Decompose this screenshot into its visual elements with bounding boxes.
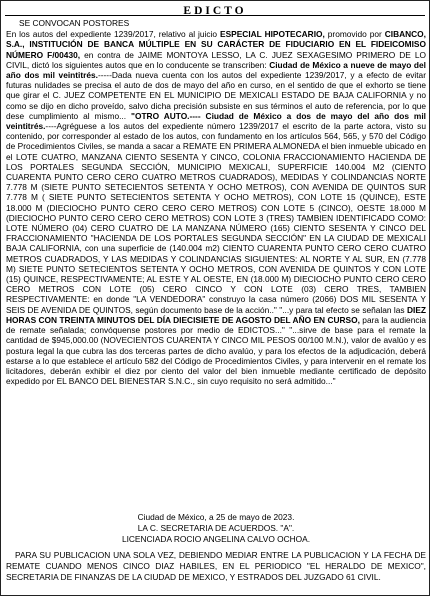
edict-body	[6, 18, 426, 386]
text-run: -----Dada nueva cuenta con los autos del expediente 1239/2017, y a efecto de evitar futuras nulidades se precisa el auto de dos de mayo del año en curso, en el sentido de que el exhorto se tiene que girar el C. JUEZ COMPETENTE EN EL MUNICIPIO DE MEXICALI ESTADO DE BAJA CALIFORNIA y no como se dijo en dicho proveído, salvo dicha precisión subsiste en sus términos el auto de referencia, por lo que dese cumplimiento al mismo...	[6, 70, 426, 121]
signature-name: LICENCIADA ROCIO ANGELINA CALVO OCHOA.	[121, 534, 311, 544]
publication-instructions: PARA SU PUBLICACION UNA SOLA VEZ, DEBIENDO MEDIAR ENTRE LA PUBLICACION Y LA FECHA DE REMATE CUANDO MENOS CINCO DIAZ HABILES, EN EL PERIODICO "EL HERALDO DE MEXICO", SECRETARIA DE FINANZAS DE LA CIUDAD DE MEXICO, Y ESTRADOS DEL JUZGADO 61 CIVIL.	[6, 550, 426, 582]
publication-footer	[6, 550, 426, 583]
bold-run: ESPECIAL HIPOTECARIO,	[220, 29, 325, 40]
bold-run: Ciudad de México a nueve de mayo del año dos mil veintitrés.	[6, 59, 426, 81]
edict-title: EDICTO	[183, 5, 247, 17]
main-paragraph	[6, 29, 426, 386]
bold-run: CIBANCO, S.A., INSTITUCIÓN DE BANCA MÚLTIPLE EN SU CARÁCTER DE FIDUCIARIO EN EL FIDEICOMISO NÚMERO F/00430,	[6, 29, 426, 60]
signature-date: Ciudad de México, a 25 de mayo de 2023.	[137, 512, 295, 522]
bold-run: "OTRO AUTO.---- Ciudad de México a dos de mayo del año dos mil veintitrés.	[6, 110, 426, 132]
signature-role: LA C. SECRETARIA DE ACUERDOS. "A".	[137, 523, 295, 533]
bold-run: DIEZ HORAS CON TREINTA MINUTOS DEL DÍA DIECISIETE DE AGOSTO DEL AÑO EN CURSO,	[6, 304, 426, 325]
title-bar	[5, 1, 425, 16]
call-for-bidders-heading: SE CONVOCAN POSTORES	[19, 18, 130, 28]
text-run: En los autos del expediente 1239/2017, relativo al juicio	[6, 29, 221, 40]
text-run: para la audiencia de remate señalada; convóquense postores por medio de EDICTOS..." "...sirve de base para el remate la cantidad de $945,000.00 (NOVECIENTOS CUARENTA Y CINCO MIL PESOS 00/100 M.N.), valor de avalúo y es postura legal la que cubra las dos terceras partes de dicho avalúo, y para los efectos de la adjudicación, deberá estarse a lo que establece el artículo 582 del Código de Procedimientos Civiles, y para intervenir en el remate los licitadores, deberán exhibir el diez por ciento del valor del bien inmueble mediante certificado de depósito expedido por EL BANCO DEL BIENESTAR S.N.C., sin cuyo requisito no será admitido..."	[6, 314, 426, 387]
text-run: ----Agréguese a los autos del expediente número 1239/2017 el escrito de la parte actora, visto su contenido, por corresponder al estado de los autos, con fundamento en los artículos 564, 565, y 570 del Código de Procedimientos Civiles, se manda a sacar a REMATE EN PRIMERA ALMONEDA el bien inmueble ubicado en el LOTE CUATRO, MANZANA CIENTO SESENTA Y CINCO, COLONIA FRACCIONAMIENTO HACIENDA DE LOS PORTALES SEGUNDA SECCIÓN, MUNICIPIO MEXICALI, SUPERFICIE 140.004 M2 (CIENTO CUARENTA PUNTO CERO CERO CUATRO METROS CUADRADOS), MEDIDAS Y COLINDANCIAS NORTE 7.778 M (SIETE PUNTO SETECIENTOS SETENTA Y OCHO METROS), CON AVENIDA DE QUINTOS SUR 7.778 M ( SIETE PUNTO SETECIENTOS SETENTA Y OCHO METROS), CON LOTE 15 (QUINCE), ESTE 18.000 M (DIECIOCHO PUNTO CERO CERO CERO METROS) CON LOTE 5 (CINCO), OESTE 18.000 M (DIECIOCHO PUNTO CERO CERO CERO METROS) CON LOTE 3 (TRES) TAMBIEN IDENTIFICADO COMO: LOTE NÚMERO (04) CERO CUATRO DE LA MANZANA NÚMERO (165) CIENTO SESENTA Y CINCO DEL FRACCIONAMIENTO "HACIENDA DE LOS PORTALES SEGUNDA SECCIÓN" EN LA CIUDAD DE MEXICALI BAJA CALIFORNIA, con una superficie de (140.004 m2) CIENTO CUARENTA PUNTO CERO CERO CUATRO METROS CUADRADOS, Y LAS MEDIDAS Y COLINDANCIAS SIGUIENTES: AL NORTE Y AL SUR, EN (7.778 M) SIETE PUNTO SETECIENTOS SETENTA Y OCHO METROS, CON AVENIDA DE QUINTOS Y CON LOTE (15) QUINCE, RESPECTIVAMENTE; AL ESTE Y AL OESTE, EN (18.000 M) DIECIOCHO PUNTO CERO CERO CERO METROS CON LOTE (05) CERO CINCO Y CON LOTE (03) CERO TRES, TAMBIEN RESPECTIVAMENTE: en donde "LA VENDEDORA" construyo la casa número (2066) DOS MIL SESENTA Y SEIS DE AVENIDA DE QUINTOS, según documento base de la acción.." "...y para tal efecto se señalan las	[6, 121, 426, 315]
signature-block	[1, 512, 430, 545]
text-run: en contra de JAIME MONTOYA LESSO, LA C. JUEZ SEXAGESIMO PRIMERO DE LO CIVIL, dictó los siguientes autos que en lo conducente se transcriben:	[6, 49, 426, 70]
text-run: promovido por	[324, 29, 385, 40]
